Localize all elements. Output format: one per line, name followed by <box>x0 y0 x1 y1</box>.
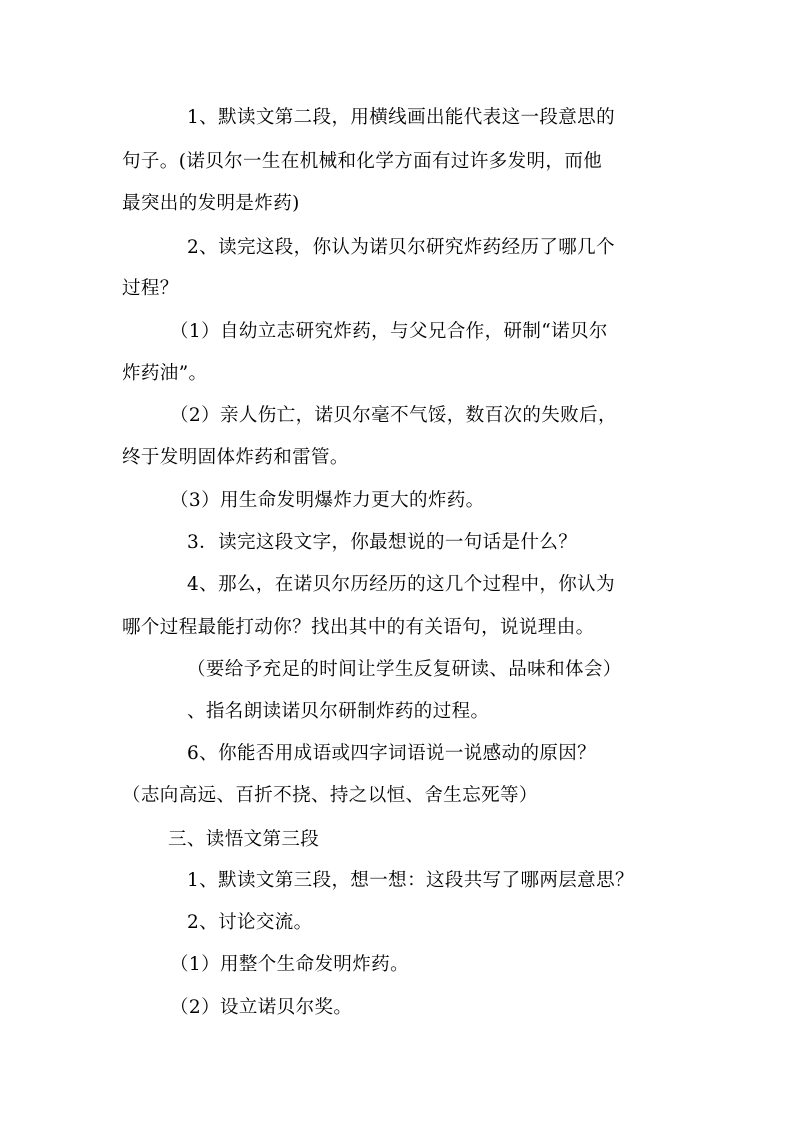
paragraph-line-10: （3）用生命发明爆炸力更大的炸药。 <box>170 490 485 511</box>
paragraph-line-12: 4、那么，在诺贝尔历经历的这几个过程中，你认为 <box>187 574 615 595</box>
paragraph-line-8: （2）亲人伤亡，诺贝尔毫不气馁，数百次的失败后， <box>170 405 617 426</box>
paragraph-line-13: 哪个过程最能打动你？找出其中的有关语句，说说理由。 <box>122 617 595 638</box>
paragraph-line-2: 句子。(诺贝尔一生在机械和化学方面有过许多发明，而他 <box>122 151 603 172</box>
paragraph-line-16: 6、你能否用成语或四字词语说一说感动的原因？ <box>187 743 597 764</box>
paragraph-line-14: （要给予充足的时间让学生反复研读、品味和体会） <box>187 659 622 680</box>
paragraph-line-17: （志向高远、百折不挠、持之以恒、舍生忘死等） <box>122 785 538 806</box>
paragraph-line-20: 2、讨论交流。 <box>187 912 313 933</box>
paragraph-line-21: （1）用整个生命发明炸药。 <box>170 954 409 975</box>
paragraph-line-15: 、指名朗读诺贝尔研制炸药的过程。 <box>187 701 490 722</box>
paragraph-line-4: 2、读完这段，你认为诺贝尔研究炸药经历了哪几个 <box>187 237 615 258</box>
paragraph-line-11: 3．读完这段文字，你最想说的一句话是什么？ <box>187 532 578 553</box>
paragraph-line-19: 1、默读文第三段，想一想：这段共写了哪两层意思？ <box>187 870 634 891</box>
paragraph-line-22: （2）设立诺贝尔奖。 <box>170 997 353 1018</box>
paragraph-line-7: 炸药油”。 <box>122 363 208 384</box>
paragraph-line-9: 终于发明固体炸药和雷管。 <box>122 447 349 468</box>
paragraph-line-3: 最突出的发明是炸药) <box>122 193 300 214</box>
paragraph-line-1: 1、默读文第二段，用横线画出能代表这一段意思的 <box>187 107 615 128</box>
paragraph-line-5: 过程？ <box>122 278 179 299</box>
paragraph-line-6: （1）自幼立志研究炸药，与父兄合作，研制“诺贝尔 <box>170 321 608 342</box>
section-heading: 三、读悟文第三段 <box>168 829 320 850</box>
